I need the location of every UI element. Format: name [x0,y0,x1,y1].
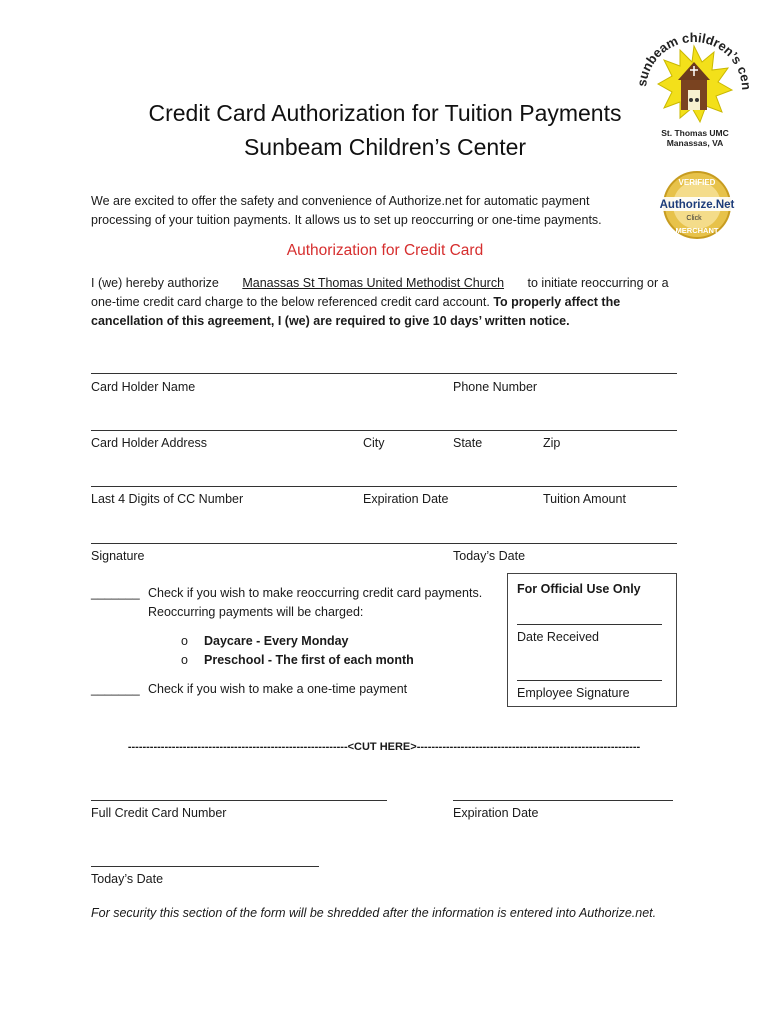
cut-dashes-right: ------------------------------------------------------------- [416,741,641,753]
logo-org-line2: Manassas, VA [666,138,724,148]
authorization-heading: Authorization for Credit Card [286,242,484,259]
official-use-heading: For Official Use Only [517,582,641,596]
verified-merchant-seal-icon [654,170,740,240]
center-name-subtitle: Sunbeam Children’s Center [243,134,527,160]
todays-date-label: Today’s Date [453,549,526,563]
logo-arc-text: sunbeam children’s cen [634,29,755,91]
recurring-schedule-label: Reoccurring payments will be charged: [148,605,364,619]
city-label: City [363,436,385,450]
full-cc-number-line[interactable] [91,800,387,801]
card-holder-address-label: Card Holder Address [91,436,208,450]
intro-line-1: We are excited to offer the safety and convenience of Authorize.net for automatic payment [91,194,590,208]
official-use-box [507,573,677,707]
payee-name: Manassas St Thomas United Methodist Church [242,276,505,290]
employee-signature-line[interactable] [517,680,662,681]
last4-label: Last 4 Digits of CC Number [91,492,244,506]
bottom-expiration-label: Expiration Date [453,806,539,820]
expiration-date-label: Expiration Date [363,492,449,506]
authorization-line-2 [91,293,620,312]
authorization-line-1 [91,274,669,293]
one-time-label: Check if you wish to make a one-time payment [148,682,408,696]
form-title: Credit Card Authorization for Tuition Payments [148,100,622,126]
badge-verified-text: VERIFIED [678,178,716,187]
date-received-line[interactable] [517,624,662,625]
cut-here-label: <CUT HERE> [347,741,417,753]
card-holder-line[interactable] [91,373,677,374]
intro-line-2: processing of your tuition payments. It allows us to set up reoccurring or one-time payments. [91,213,602,227]
recurring-label: Check if you wish to make reoccurring credit card payments. [148,586,483,600]
authorize-line2-bold: To properly affect the [493,295,621,309]
state-label: State [453,436,483,450]
authorize-line2-plain: one-time credit card charge to the below referenced credit card account. [91,295,490,309]
cut-here-divider [91,738,677,757]
bullet-icon: o [181,653,188,667]
security-note: For security this section of the form will be shredded after the information is entered into Authorize.net. [91,906,657,920]
sunbeam-logo [632,12,758,152]
badge-click-text: Click [686,215,702,222]
address-line[interactable] [91,430,677,431]
recurring-checkbox-blank[interactable]: _______ [91,586,140,600]
badge-merchant-text: MERCHANT [675,226,719,235]
authorize-net-badge[interactable] [654,170,740,240]
tuition-amount-label: Tuition Amount [543,492,626,506]
signature-line[interactable] [91,543,677,544]
signature-label: Signature [91,549,145,563]
full-cc-number-label: Full Credit Card Number [91,806,227,820]
phone-number-label: Phone Number [453,380,538,394]
option-daycare: Daycare - Every Monday [204,634,349,648]
zip-label: Zip [543,436,561,450]
bottom-date-line[interactable] [91,866,319,867]
card-holder-name-label: Card Holder Name [91,380,196,394]
sunbeam-logo-graphic [632,12,758,152]
one-time-checkbox-blank[interactable]: _______ [91,682,140,696]
cut-dashes-left: ------------------------------------------------------------ [127,741,348,753]
card-details-line[interactable] [91,486,677,487]
cancellation-notice: cancellation of this agreement, I (we) are required to give 10 days’ written notice. [91,314,570,328]
logo-org-line1: St. Thomas UMC [661,128,729,138]
authorize-suffix: to initiate reoccurring or a [527,276,669,290]
bullet-icon: o [181,634,188,648]
authorize-prefix: I (we) hereby authorize [91,276,219,290]
badge-brand-text: Authorize.Net [659,199,735,211]
employee-signature-label: Employee Signature [517,686,630,700]
option-preschool: Preschool - The first of each month [204,653,414,667]
date-received-label: Date Received [517,630,599,644]
bottom-expiration-line[interactable] [453,800,673,801]
bottom-todays-date-label: Today’s Date [91,872,164,886]
